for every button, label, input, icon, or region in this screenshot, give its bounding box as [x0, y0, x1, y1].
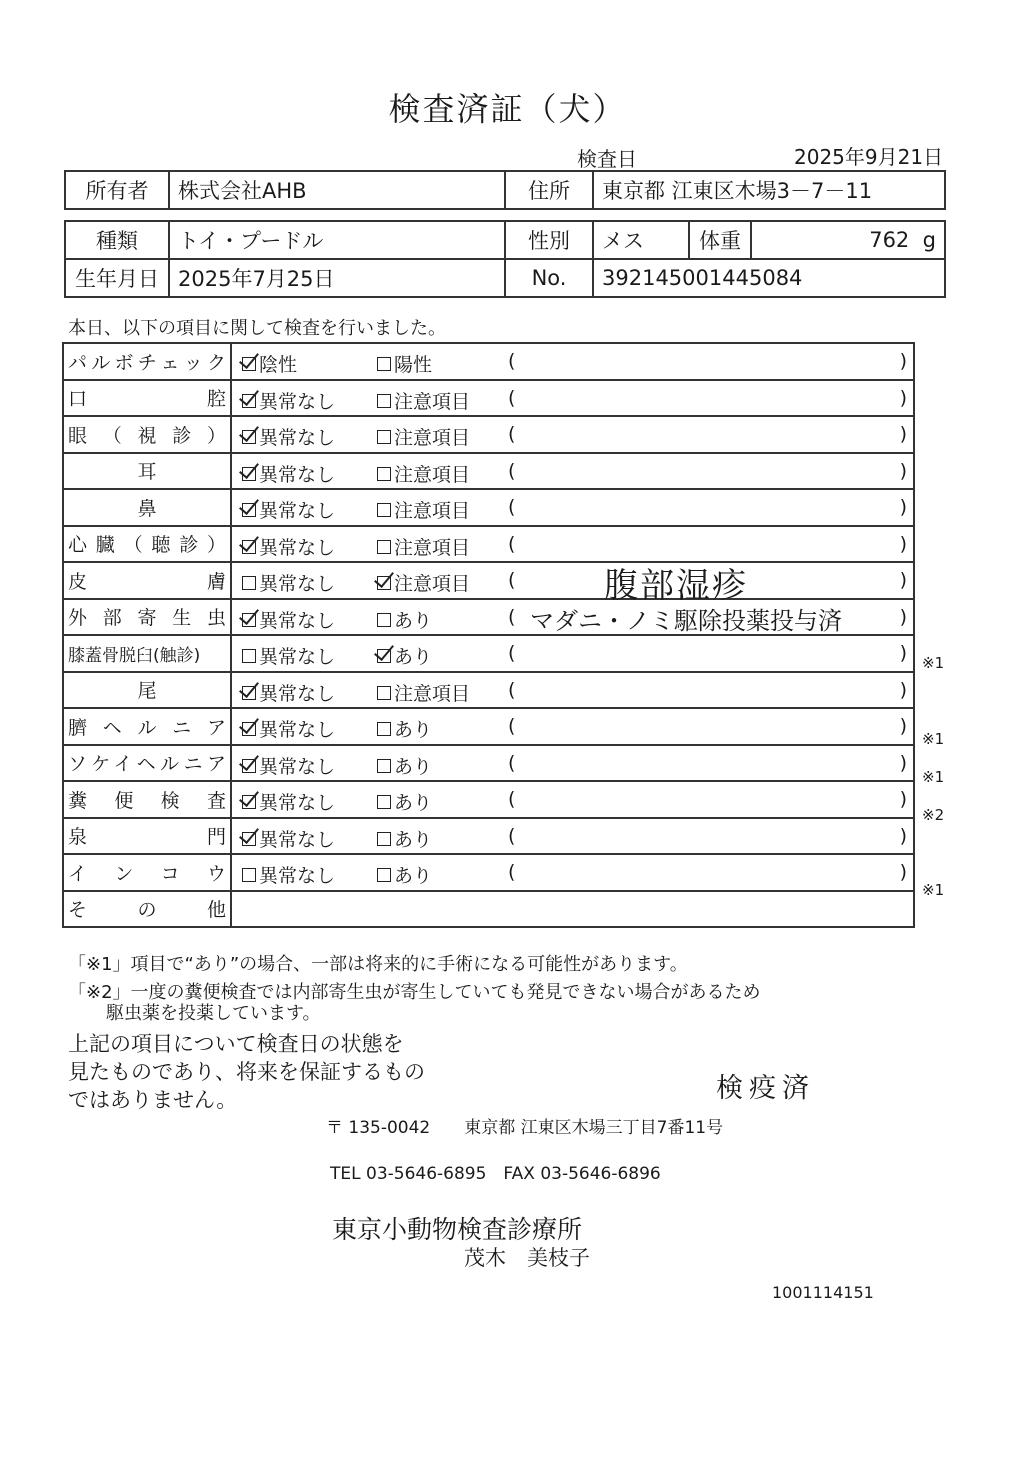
note-paren-open: (	[508, 459, 516, 482]
checkbox-icon[interactable]	[377, 540, 391, 554]
item-name-text: 膝蓋骨脱臼(触診)	[68, 645, 201, 666]
note-paren-open: (	[508, 605, 516, 628]
item-name-text: 臍ヘルニア	[68, 716, 226, 739]
item-name-text: 耳	[137, 461, 157, 484]
table-row	[63, 708, 914, 745]
table-row	[63, 818, 914, 855]
no-label: No.	[505, 259, 593, 297]
sex-label: 性別	[505, 221, 593, 259]
footnote-mark: ※2	[922, 805, 945, 824]
note-paren-open: (	[508, 642, 516, 664]
item-option-label: 注意項目	[394, 682, 471, 705]
item-name	[63, 489, 231, 526]
item-name-text: 泉門	[68, 826, 226, 849]
item-options	[231, 489, 914, 526]
item-option-2[interactable]	[377, 533, 470, 560]
note-paren-close: )	[899, 678, 907, 701]
checkmark-icon	[239, 823, 259, 844]
item-options	[231, 854, 914, 891]
note-paren-open: (	[508, 386, 516, 409]
item-options	[231, 891, 914, 928]
item-option-label: 陽性	[394, 354, 433, 376]
item-name-text: インコウ	[68, 862, 226, 885]
footnote-mark: ※1	[922, 767, 945, 786]
item-name	[63, 745, 231, 782]
item-option-label: 異常なし	[259, 536, 336, 559]
owner-label: 所有者	[65, 171, 169, 209]
item-options	[231, 453, 914, 490]
note-paren-open: (	[508, 715, 516, 737]
checkbox-icon[interactable]	[242, 576, 256, 590]
serial-number: 1001114151	[772, 1283, 874, 1302]
checkbox-icon[interactable]	[377, 430, 391, 444]
note-paren-open: (	[508, 751, 516, 774]
birth-label: 生年月日	[65, 259, 169, 297]
item-name	[63, 635, 231, 672]
item-option-2[interactable]	[377, 569, 470, 596]
item-option-label: 注意項目	[394, 500, 471, 522]
note-paren-close: )	[899, 715, 907, 737]
item-option-label: 異常なし	[259, 755, 336, 778]
item-options	[231, 380, 914, 417]
checkmark-icon	[239, 385, 259, 406]
note-paren-open: (	[508, 678, 516, 701]
disclaimer	[68, 1030, 425, 1114]
item-name-text: 口腔	[68, 388, 226, 411]
checkbox-icon[interactable]	[242, 868, 256, 882]
inspection-date-label: 検査日	[577, 147, 637, 171]
item-option-1[interactable]	[242, 642, 335, 669]
item-option-label: 陰性	[259, 354, 298, 376]
checkmark-icon	[239, 458, 259, 479]
item-option-label: 異常なし	[259, 390, 336, 413]
item-option-label: 異常なし	[259, 427, 336, 449]
item-name	[63, 416, 231, 453]
address-value: 東京都 江東区木場3－7－11	[593, 171, 945, 209]
intro-text: 本日、以下の項目に関して検査を行いました。	[68, 318, 446, 339]
address-label: 住所	[505, 171, 593, 209]
item-option-1[interactable]	[242, 861, 335, 888]
item-name-text: 外部寄生虫	[68, 607, 226, 630]
item-name	[63, 380, 231, 417]
note-paren-close: )	[899, 861, 907, 883]
inspection-date: 2025年9月21日	[794, 145, 944, 169]
checkmark-icon	[239, 604, 259, 625]
item-option-1[interactable]	[242, 569, 335, 596]
checkbox-icon[interactable]	[242, 503, 256, 517]
item-option-label: 異常なし	[259, 828, 336, 851]
note-paren-close: )	[899, 788, 907, 810]
note-paren-close: )	[899, 423, 907, 445]
weight-label: 体重	[689, 221, 751, 259]
item-name	[63, 526, 231, 563]
handwritten-note: 腹部湿疹	[604, 566, 748, 606]
item-option-1[interactable]	[242, 679, 335, 706]
checkmark-icon	[239, 494, 259, 515]
item-options	[231, 599, 914, 636]
item-name	[63, 781, 231, 818]
table-row	[63, 599, 914, 636]
checkbox-icon[interactable]	[377, 613, 391, 627]
item-name-text: 糞便検査	[68, 789, 226, 812]
checkbox-icon[interactable]	[242, 394, 256, 408]
checkbox-icon[interactable]	[377, 722, 391, 736]
item-option-1[interactable]	[242, 715, 335, 742]
note-paren-open: (	[508, 423, 516, 445]
item-name-text: パルボチェック	[68, 351, 226, 374]
item-option-2[interactable]	[377, 496, 470, 523]
note-paren-close: )	[899, 386, 907, 409]
item-option-label: 異常なし	[259, 573, 336, 595]
note-paren-open: (	[508, 496, 516, 518]
checkbox-icon[interactable]	[377, 795, 391, 809]
no-value: 392145001445084	[593, 259, 945, 297]
checkbox-icon[interactable]	[377, 467, 391, 481]
item-option-label: 異常なし	[259, 609, 336, 632]
note-paren-close: )	[899, 605, 907, 628]
quarantine-stamp: 検疫済	[716, 1073, 815, 1104]
doctor-name: 茂木 美枝子	[464, 1246, 590, 1270]
note-paren-open: (	[508, 350, 516, 372]
item-option-label: 異常なし	[259, 865, 336, 887]
item-option-2[interactable]	[377, 460, 470, 487]
note-paren-open: (	[508, 788, 516, 810]
checkbox-icon[interactable]	[377, 649, 391, 663]
checkmark-icon	[239, 421, 259, 442]
note-paren-open: (	[508, 861, 516, 883]
note-paren-close: )	[899, 569, 907, 591]
table-row	[63, 343, 914, 380]
note-paren-close: )	[899, 751, 907, 774]
item-option-label: 注意項目	[394, 427, 471, 449]
item-option-label: 異常なし	[259, 719, 336, 741]
item-options	[231, 635, 914, 672]
item-options	[231, 672, 914, 709]
item-option-label: あり	[394, 792, 433, 814]
checkmark-icon	[239, 677, 259, 698]
item-name-text: 鼻	[137, 497, 157, 520]
table-row	[63, 781, 914, 818]
checkbox-icon[interactable]	[242, 540, 256, 554]
item-option-1[interactable]	[242, 460, 335, 487]
item-option-label: 注意項目	[394, 573, 471, 595]
clinic-address: 〒 135-0042 東京都 江東区木場三丁目7番11号	[326, 1118, 724, 1138]
checkbox-icon[interactable]	[377, 686, 391, 700]
item-option-2[interactable]	[377, 679, 470, 706]
item-note: マダニ・ノミ駆除投薬投与済	[530, 606, 842, 635]
item-name	[63, 891, 231, 928]
item-name	[63, 708, 231, 745]
item-name	[63, 672, 231, 709]
disclaimer-line: ではありません。	[68, 1088, 238, 1112]
item-options	[231, 562, 914, 599]
item-options	[231, 745, 914, 782]
table-row	[63, 489, 914, 526]
checkbox-icon[interactable]	[377, 394, 391, 408]
item-option-2[interactable]	[377, 642, 432, 669]
note-paren-open: (	[508, 532, 516, 555]
note-paren-close: )	[899, 532, 907, 555]
item-option-label: あり	[394, 719, 433, 741]
item-options	[231, 343, 914, 380]
sex-value: メス	[593, 221, 689, 259]
note-paren-close: )	[899, 642, 907, 664]
table-row	[63, 416, 914, 453]
item-option-2[interactable]	[377, 387, 470, 414]
item-name-text: 眼（視診）	[68, 424, 226, 447]
table-row	[63, 453, 914, 490]
animal-info-table	[64, 220, 946, 298]
item-option-2[interactable]	[377, 423, 470, 450]
item-option-label: 注意項目	[394, 463, 471, 486]
page-title: 検査済証（犬）	[388, 90, 627, 128]
footnote-mark: ※1	[922, 881, 945, 900]
table-row	[63, 672, 914, 709]
checkbox-icon[interactable]	[242, 467, 256, 481]
item-name	[63, 453, 231, 490]
item-option-1[interactable]	[242, 533, 335, 560]
table-row	[63, 854, 914, 891]
item-option-label: 注意項目	[394, 536, 471, 559]
item-name-text: 皮膚	[68, 570, 226, 593]
item-option-label: 異常なし	[259, 646, 336, 668]
item-option-label: 異常なし	[259, 463, 336, 486]
item-option-label: 異常なし	[259, 682, 336, 705]
checkmark-icon	[239, 348, 259, 369]
table-row	[63, 562, 914, 599]
birth-value: 2025年7月25日	[169, 259, 505, 297]
weight-unit: g	[922, 228, 936, 252]
item-option-label: あり	[394, 865, 433, 887]
checkbox-icon[interactable]	[377, 576, 391, 590]
item-option-1[interactable]	[242, 350, 297, 377]
checkbox-icon[interactable]	[242, 795, 256, 809]
checkbox-icon[interactable]	[242, 832, 256, 846]
note-paren-open: (	[508, 569, 516, 591]
item-name-text: 尾	[137, 680, 157, 703]
breed-value: トイ・プードル	[169, 221, 505, 259]
checkbox-icon[interactable]	[242, 686, 256, 700]
footnote-mark: ※1	[922, 730, 945, 748]
item-option-2[interactable]	[377, 606, 432, 633]
note-paren-close: )	[899, 824, 907, 847]
table-row	[63, 635, 914, 672]
item-option-2[interactable]	[377, 825, 432, 852]
item-option-label: 注意項目	[394, 390, 471, 413]
item-option-1[interactable]	[242, 387, 335, 414]
disclaimer-line: 上記の項目について検査日の状態を	[68, 1032, 404, 1056]
item-name-text: ソケイヘルニア	[68, 753, 226, 776]
item-option-1[interactable]	[242, 825, 335, 852]
item-name	[63, 343, 231, 380]
checkmark-icon	[374, 640, 394, 661]
checkmark-icon	[239, 531, 259, 552]
checkbox-icon[interactable]	[377, 832, 391, 846]
item-option-2[interactable]	[377, 350, 432, 377]
item-name-text: 心臓（聴診）	[68, 534, 226, 557]
item-option-2[interactable]	[377, 715, 432, 742]
item-option-label: 異常なし	[259, 792, 336, 814]
checkbox-icon[interactable]	[242, 722, 256, 736]
inspection-items-table	[62, 342, 915, 928]
checkbox-icon[interactable]	[242, 649, 256, 663]
table-row	[63, 891, 914, 928]
checkmark-icon	[374, 567, 394, 588]
weight-value	[751, 221, 945, 259]
item-name	[63, 818, 231, 855]
item-name-text: その他	[68, 899, 226, 922]
item-option-1[interactable]	[242, 788, 335, 815]
clinic-phone: TEL 03-5646-6895 FAX 03-5646-6896	[330, 1164, 661, 1184]
item-option-label: 異常なし	[259, 500, 336, 522]
owner-table	[64, 170, 946, 210]
item-option-2[interactable]	[377, 861, 432, 888]
note-paren-close: )	[899, 350, 907, 372]
item-option-label: あり	[394, 609, 433, 632]
footnote-1: 「※1」項目で“あり”の場合、一部は将来的に手術になる可能性があります。	[68, 954, 688, 975]
item-name	[63, 854, 231, 891]
breed-label: 種類	[65, 221, 169, 259]
footnote-mark: ※1	[922, 654, 945, 673]
item-options	[231, 526, 914, 563]
checkmark-icon	[239, 786, 259, 807]
item-options	[231, 818, 914, 855]
disclaimer-line: 見たものであり、将来を保証するもの	[68, 1060, 425, 1084]
checkbox-icon[interactable]	[377, 503, 391, 517]
item-options	[231, 416, 914, 453]
item-name	[63, 599, 231, 636]
checkbox-icon[interactable]	[377, 357, 391, 371]
checkbox-icon[interactable]	[242, 430, 256, 444]
table-row	[63, 526, 914, 563]
checkbox-icon[interactable]	[242, 613, 256, 627]
note-paren-close: )	[899, 459, 907, 482]
note-paren-close: )	[899, 496, 907, 518]
checkmark-icon	[239, 750, 259, 771]
item-option-label: あり	[394, 828, 433, 851]
item-options	[231, 781, 914, 818]
item-name	[63, 562, 231, 599]
owner-value: 株式会社AHB	[169, 171, 505, 209]
item-option-2[interactable]	[377, 788, 432, 815]
item-option-1[interactable]	[242, 423, 335, 450]
item-option-label: あり	[394, 755, 433, 778]
item-options	[231, 708, 914, 745]
weight-number: 762	[869, 228, 910, 252]
item-option-1[interactable]	[242, 496, 335, 523]
checkbox-icon[interactable]	[377, 868, 391, 882]
checkbox-icon[interactable]	[242, 759, 256, 773]
item-option-2[interactable]	[377, 752, 432, 779]
clinic-name: 東京小動物検査診療所	[332, 1215, 583, 1244]
checkmark-icon	[239, 713, 259, 734]
checkbox-icon[interactable]	[242, 357, 256, 371]
table-row	[63, 745, 914, 782]
item-option-label: あり	[394, 646, 433, 668]
footnote-2-line-1: 「※2」一度の糞便検査では内部寄生虫が寄生していても発見できない場合があるため	[68, 982, 761, 1003]
item-option-1[interactable]	[242, 752, 335, 779]
note-paren-open: (	[508, 824, 516, 847]
table-row	[63, 380, 914, 417]
item-option-1[interactable]	[242, 606, 335, 633]
footnote-2-line-2: 駆虫薬を投薬しています。	[106, 1003, 321, 1024]
checkbox-icon[interactable]	[377, 759, 391, 773]
